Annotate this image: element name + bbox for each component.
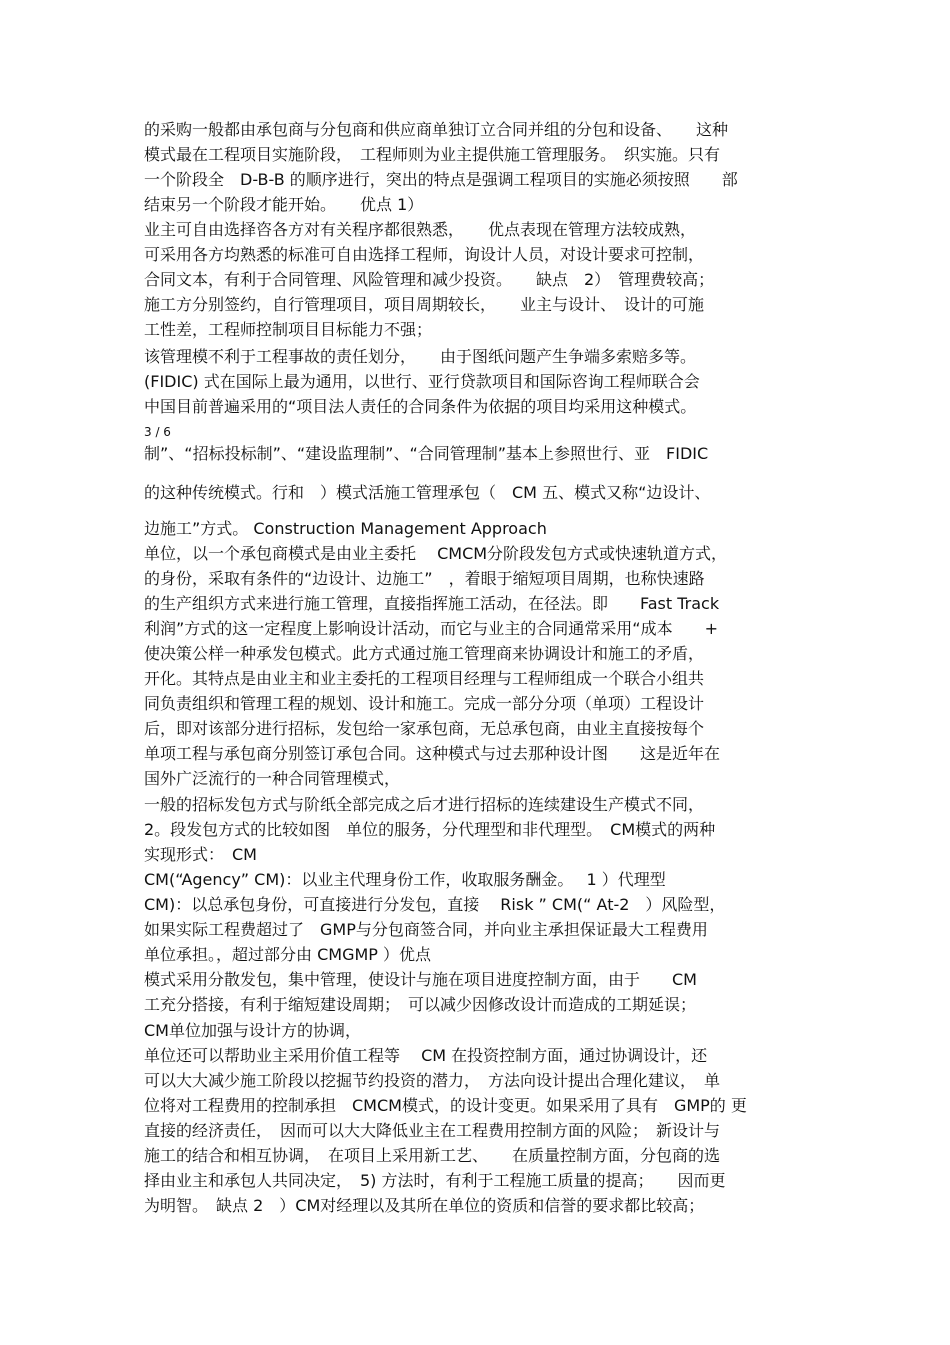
text-line: 单位还可以帮助业主采用价值工程等 CM 在投资控制方面，通过协调设计，还 xyxy=(144,1046,708,1065)
text-line: 工性差，工程师控制项目目标能力不强； xyxy=(144,320,433,339)
text-line: 施工的结合和相互协调， 在项目上采用新工艺、 在质量控制方面，分包商的选 xyxy=(144,1146,721,1165)
text-line: 后，即对该部分进行招标，发包给一家承包商，无总承包商，由业主直接按每个 xyxy=(144,719,705,738)
text-line: CM)：以总承包身份，可直接进行分发包，直接 Risk ” CM(“ At-2 ）风险型， xyxy=(144,895,726,914)
text-line: CM(“Agency” CM)：以业主代理身份工作，收取服务酬金。 1 ）代理型 xyxy=(144,870,666,889)
text-line: 的这种传统模式。行和 ）模式活施工管理承包（ CM 五、模式又称“边设计、 xyxy=(144,483,711,502)
text-line: 模式采用分散发包，集中管理，使设计与施在项目进度控制方面，由于 CM xyxy=(144,970,697,989)
text-line: 同负责组织和管理工程的规划、设计和施工。完成一部分分项（单项）工程设计 xyxy=(144,694,705,713)
text-line: 使决策公样一种承发包模式。此方式通过施工管理商来协调设计和施工的矛盾， xyxy=(144,644,705,663)
text-line: 直接的经济责任， 因而可以大大降低业主在工程费用控制方面的风险； 新设计与 xyxy=(144,1121,721,1140)
text-line: 边施工”方式。 Construction Management Approach xyxy=(144,519,547,538)
text-line: 合同文本，有利于合同管理、风险管理和减少投资。 缺点 2） 管理费较高； xyxy=(144,270,715,289)
text-line: 单项工程与承包商分别签订承包合同。这种模式与过去那种设计图 这是近年在 xyxy=(144,744,721,763)
text-line: 可以大大减少施工阶段以挖掘节约投资的潜力， 方法向设计提出合理化建议， 单 xyxy=(144,1071,721,1090)
text-line: 一个阶段全 D-B-B 的顺序进行，突出的特点是强调工程项目的实施必须按照 部 xyxy=(144,170,738,189)
text-line: 单位承担。，超过部分由 CMGMP ）优点 xyxy=(144,945,432,964)
text-line: 该管理模不利于工程事故的责任划分， 由于图纸问题产生争端多索赔多等。 xyxy=(144,347,697,366)
text-line: 国外广泛流行的一种合同管理模式， xyxy=(144,769,401,788)
text-line: 业主可自由选择咨各方对有关程序都很熟悉， 优点表现在管理方法较成熟， xyxy=(144,220,697,239)
text-line: 的生产组织方式来进行施工管理，直接指挥施工活动，在径法。即 Fast Track xyxy=(144,594,720,613)
text-line: 施工方分别签约，自行管理项目，项目周期较长， 业主与设计、 设计的可施 xyxy=(144,295,705,314)
text-line: 的采购一般都由承包商与分包商和供应商单独订立合同并组的分包和设备、 这种 xyxy=(144,120,729,139)
text-line: 工充分搭接，有利于缩短建设周期； 可以减少因修改设计而造成的工期延误； xyxy=(144,995,697,1014)
text-line: 制”、“招标投标制”、“建设监理制”、“合同管理制”基本上参照世行、亚 FIDIC xyxy=(144,444,709,463)
text-line: 实现形式： CM xyxy=(144,845,257,864)
text-line: (FIDIC) 式在国际上最为通用，以世行、亚行贷款项目和国际咨询工程师联合会 xyxy=(144,372,700,391)
text-line: 结束另一个阶段才能开始。 优点 1） xyxy=(144,195,424,214)
text-line: 如果实际工程费超过了 GMP与分包商签合同，并向业主承担保证最大工程费用 xyxy=(144,920,708,939)
page-number: 3 / 6 xyxy=(144,425,171,439)
text-line: 中国目前普遍采用的“项目法人责任的合同条件为依据的项目均采用这种模式。 xyxy=(144,397,697,416)
text-line: 择由业主和承包人共同决定， 5) 方法时，有利于工程施工质量的提高； 因而更 xyxy=(144,1171,726,1190)
text-line: 为明智。 缺点 2 ）CM对经理以及其所在单位的资质和信誉的要求都比较高； xyxy=(144,1196,705,1215)
text-line: 单位，以一个承包商模式是由业主委托 CMCM分阶段发包方式或快速轨道方式， xyxy=(144,544,728,563)
text-line: 的身份，采取有条件的“边设计、边施工” ，着眼于缩短项目周期，也称快速路 xyxy=(144,569,705,588)
text-line: 模式最在工程项目实施阶段， 工程师则为业主提供施工管理服务。 织实施。只有 xyxy=(144,145,721,164)
text-line: CM单位加强与设计方的协调， xyxy=(144,1021,361,1040)
text-line: 2。段发包方式的比较如图 单位的服务，分代理型和非代理型。 CM模式的两种 xyxy=(144,820,716,839)
text-line: 可采用各方均熟悉的标准可自由选择工程师，询设计人员，对设计要求可控制， xyxy=(144,245,705,264)
text-line: 一般的招标发包方式与阶纸全部完成之后才进行招标的连续建设生产模式不同， xyxy=(144,795,705,814)
text-line: 开化。其特点是由业主和业主委托的工程项目经理与工程师组成一个联合小组共 xyxy=(144,669,705,688)
text-line: 位将对工程费用的控制承担 CMCM模式，的设计变更。如果采用了具有 GMP的 更 xyxy=(144,1096,747,1115)
text-line: 利润”方式的这一定程度上影响设计活动，而它与业主的合同通常采用“成本 + xyxy=(144,619,718,638)
